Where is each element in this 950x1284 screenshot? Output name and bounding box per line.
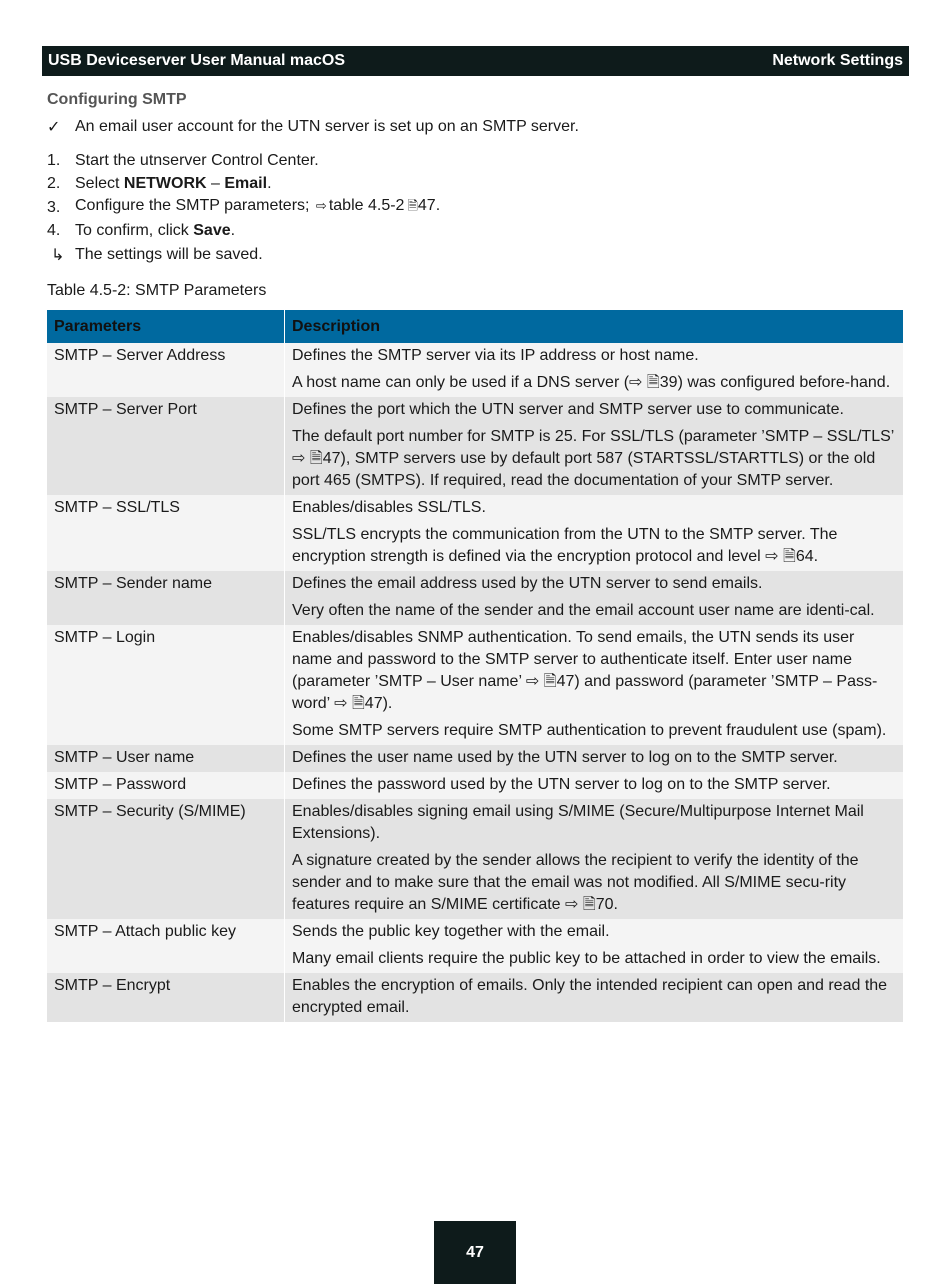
menu-network: NETWORK [123, 175, 207, 193]
table-row [47, 799, 903, 919]
table-row [47, 571, 903, 625]
menu-email: Email [224, 175, 268, 193]
table-row [47, 772, 903, 799]
parameter-name: SMTP – Login [47, 625, 285, 745]
requirement [47, 117, 579, 137]
step-text-post: . [230, 222, 236, 240]
parameter-name: SMTP – Security (S/MIME) [47, 799, 285, 919]
table-xref-link[interactable]: table 4.5-2 [328, 196, 405, 214]
description-paragraph: Enables/disables signing email using S/MIME (Secure/Multipurpose Internet Mail Extensions). [292, 803, 864, 842]
parameter-name: SMTP – Password [47, 772, 285, 799]
description-paragraph: A host name can only be used if a DNS server (⇨ 🗎39) was configured before-hand. [292, 374, 891, 391]
parameter-description [285, 772, 904, 799]
step-4 [47, 220, 440, 244]
step-text-post: . [267, 175, 272, 193]
step-text-pre: Configure the SMTP parameters; [75, 196, 314, 214]
instruction-steps [47, 149, 440, 267]
manual-title: USB Deviceserver User Manual macOS [48, 52, 346, 69]
parameter-description [285, 397, 904, 495]
step-text: Start the utnserver Control Center. [75, 151, 319, 169]
result-arrow-icon: ↳ [51, 246, 65, 264]
description-paragraph: Enables/disables SNMP authentication. To send emails, the UTN sends its user name and password to the SMTP server to authenticate itself. Enter user name (parameter ’SMTP – User name’ ⇨ 🗎47) and password (parameter ’SMTP – Pass-word’ ⇨ 🗎47). [292, 629, 878, 712]
step-number: 1. [47, 151, 61, 169]
description-paragraph: The default port number for SMTP is 25. For SSL/TLS (parameter ’SMTP – SSL/TLS’ ⇨ 🗎47), SMTP servers use by default port 587 (STARTSSL/STARTTLS) or the old port 465 (SMTPS). If required, read the documentation of your SMTP server. [292, 428, 894, 489]
table-row [47, 745, 903, 772]
table-row [47, 397, 903, 495]
description-paragraph: Defines the user name used by the UTN server to log on to the SMTP server. [292, 749, 838, 766]
page-number: 47 [434, 1221, 516, 1284]
table-header-row [47, 310, 903, 343]
step-3 [47, 196, 440, 220]
parameter-description [285, 799, 904, 919]
save-label: Save [193, 222, 231, 240]
parameter-description [285, 625, 904, 745]
parameter-name: SMTP – Server Port [47, 397, 285, 495]
description-paragraph: A signature created by the sender allows the recipient to verify the identity of the sender and to make sure that the email was not modified. All S/MIME secu-rity features require an S/MIME certificate ⇨ 🗎70. [292, 852, 859, 913]
page-ref[interactable]: 47 [417, 196, 436, 214]
section-title: Configuring SMTP [47, 91, 187, 108]
arrow-right-icon: ⇨ [315, 197, 327, 213]
table-row [47, 625, 903, 745]
description-paragraph: Enables the encryption of emails. Only the intended recipient can open and read the encrypted email. [292, 977, 888, 1016]
parameter-name: SMTP – Sender name [47, 571, 285, 625]
step-number: 4. [47, 222, 61, 240]
chapter-title: Network Settings [772, 52, 903, 69]
page-icon: 🗎 [407, 197, 418, 213]
description-paragraph: SSL/TLS encrypts the communication from the UTN to the SMTP server. The encryption strength is defined via the encryption protocol and level ⇨ 🗎64. [292, 526, 838, 565]
description-paragraph: Defines the SMTP server via its IP address or host name. [292, 347, 699, 364]
step-text [75, 197, 440, 219]
parameter-description [285, 343, 904, 397]
parameter-name: SMTP – Encrypt [47, 973, 285, 1022]
parameter-name: SMTP – User name [47, 745, 285, 772]
description-paragraph: Some SMTP servers require SMTP authentication to prevent fraudulent use (spam). [292, 722, 887, 739]
parameter-name: SMTP – Attach public key [47, 919, 285, 973]
parameter-description [285, 571, 904, 625]
result [47, 243, 440, 267]
description-paragraph: Defines the email address used by the UTN server to send emails. [292, 575, 763, 592]
column-header-description: Description [285, 310, 904, 343]
parameter-description [285, 745, 904, 772]
step-1 [47, 149, 440, 173]
step-text-post: . [435, 196, 441, 214]
step-text-pre: To confirm, click [75, 222, 194, 240]
smtp-parameters-table [47, 310, 903, 1022]
step-number: 3. [47, 198, 61, 216]
column-header-parameters: Parameters [47, 310, 285, 343]
description-paragraph: Very often the name of the sender and the email account user name are identi-cal. [292, 602, 875, 619]
table-row [47, 495, 903, 571]
table-row [47, 973, 903, 1022]
step-number: 2. [47, 175, 61, 193]
parameter-description [285, 973, 904, 1022]
step-text-pre: Select [75, 175, 124, 193]
parameter-description [285, 919, 904, 973]
result-text: The settings will be saved. [75, 245, 263, 263]
description-paragraph: Defines the password used by the UTN server to log on to the SMTP server. [292, 776, 831, 793]
parameter-name: SMTP – Server Address [47, 343, 285, 397]
table-row [47, 919, 903, 973]
description-paragraph: Enables/disables SSL/TLS. [292, 499, 486, 516]
description-paragraph: Defines the port which the UTN server and SMTP server use to communicate. [292, 401, 844, 418]
step-text [75, 175, 272, 193]
page-header [42, 46, 909, 76]
step-2 [47, 173, 440, 197]
requirement-text: An email user account for the UTN server is set up on an SMTP server. [75, 118, 579, 135]
step-text [75, 222, 235, 240]
description-paragraph: Sends the public key together with the email. [292, 923, 610, 940]
parameter-description [285, 495, 904, 571]
checkmark-icon: ✓ [47, 119, 61, 136]
step-text-mid: – [206, 175, 225, 193]
parameter-name: SMTP – SSL/TLS [47, 495, 285, 571]
description-paragraph: Many email clients require the public key to be attached in order to view the emails. [292, 950, 881, 967]
table-row [47, 343, 903, 397]
table-caption: Table 4.5-2: SMTP Parameters [47, 282, 267, 299]
